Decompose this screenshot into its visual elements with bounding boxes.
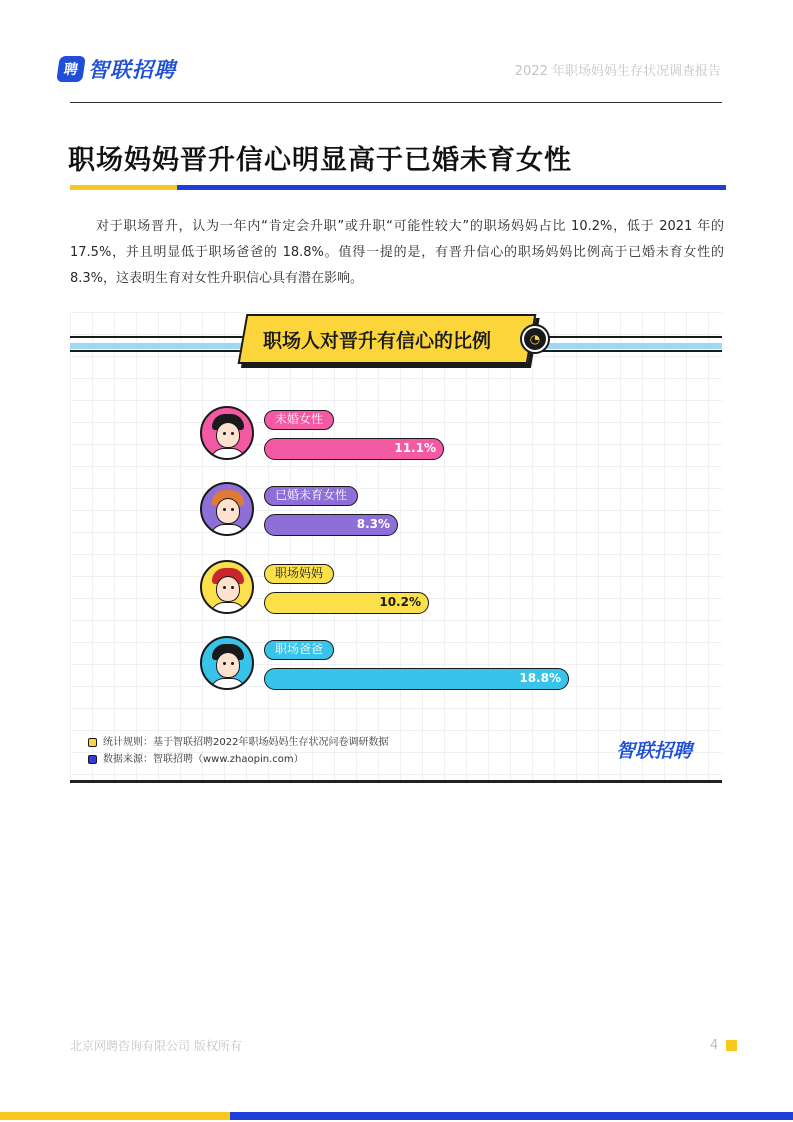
chart-row	[200, 560, 600, 620]
bar-value-label: 18.8%	[519, 671, 561, 685]
chart-brand-logo: 智联招聘	[616, 740, 693, 762]
bar-value-label: 10.2%	[379, 595, 421, 609]
avatar-icon	[200, 406, 254, 460]
note-rule-text: 统计规则：基于智联招聘2022年职场妈妈生存状况问卷调研数据	[103, 737, 389, 748]
section-title: 职场妈妈晋升信心明显高于已婚未育女性	[68, 145, 572, 176]
brand-logo	[58, 54, 176, 84]
bar-category-label: 已婚未育女性	[264, 486, 358, 506]
note-source-text: 数据来源：智联招聘（www.zhaopin.com）	[103, 754, 304, 765]
chart-row	[200, 482, 600, 542]
logo-text: 智联招聘	[88, 58, 176, 82]
avatar-icon	[200, 482, 254, 536]
pie-chart-icon: ◔	[522, 326, 548, 352]
note-source	[88, 751, 388, 768]
bar-value-label: 8.3%	[356, 517, 390, 531]
blue-square-icon	[88, 755, 97, 764]
header-divider	[70, 102, 722, 103]
copyright: 北京网聘咨询有限公司 版权所有	[70, 1039, 242, 1053]
report-title: 2022 年职场妈妈生存状况调查报告	[514, 64, 721, 79]
chart-bottom-rule	[70, 780, 722, 783]
avatar-icon	[200, 636, 254, 690]
title-underline	[70, 185, 726, 190]
section-paragraph: 对于职场晋升，认为一年内“肯定会升职”或升职“可能性较大”的职场妈妈占比 10.2%，低于 2021 年的 17.5%，并且明显低于职场爸爸的 18.8%。值得一提的是，有晋升信心的职场妈妈比例高于已婚未育女性的 8.3%，这表明生育对女性升职信心具有潜在影响。	[70, 219, 724, 286]
bar-category-label: 未婚女性	[264, 410, 334, 430]
bar-value-label: 11.1%	[394, 441, 436, 455]
footer-bar	[0, 1112, 793, 1120]
bar-category-label: 职场爸爸	[264, 640, 334, 660]
bar-category-label: 职场妈妈	[264, 564, 334, 584]
chart-area	[70, 312, 722, 784]
chart-title: 职场人对晋升有信心的比例	[262, 329, 491, 352]
chart-notes	[88, 734, 388, 768]
page-marker	[726, 1040, 737, 1051]
yellow-square-icon	[88, 738, 97, 747]
chart-row	[200, 406, 600, 466]
logo-badge-icon: 聘	[56, 56, 86, 82]
avatar-icon	[200, 560, 254, 614]
chart-row	[200, 636, 600, 696]
page-number: 4	[710, 1038, 719, 1053]
note-rule	[88, 734, 388, 751]
